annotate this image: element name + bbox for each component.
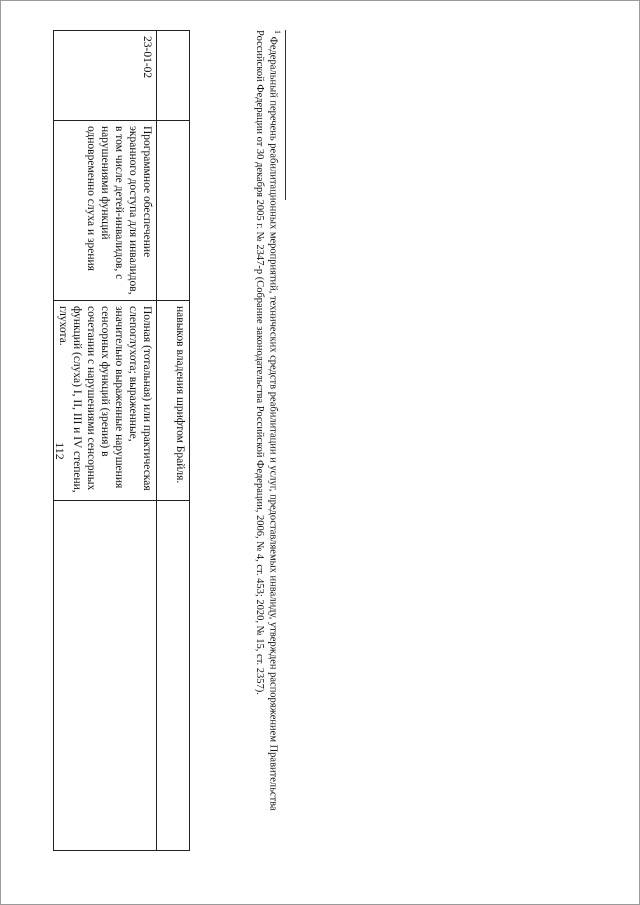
footnote-divider [285, 30, 286, 200]
cell-indications: Полная (тотальная) или практическая слепоглухота; выраженные, значительно выраженные нарушения сенсорных функций (зрения) в сочетании с нарушениями сенсорных функций (слуха) I, II, III и IV степени, глухота. [53, 301, 156, 501]
table-row [157, 31, 190, 851]
cell-extra [53, 501, 156, 851]
cell-empty-4 [157, 501, 190, 851]
page-number: 112 [53, 442, 67, 460]
table-row [53, 31, 156, 851]
footnote-marker: 1 [273, 30, 282, 34]
cell-empty-2 [157, 121, 190, 301]
footnote-text: Федеральный перечень реабилитационных мероприятий, технических средств реабилитации и услуг, предоставляемых инвалиду, утвержден распоряжением Правительства Российской Федерации от 30 декабря 2005 г. № 2347-р (Собрание законодательства Российской Федерации, 2006, № 4, ст. 453; 2020, № 15, ст. 2357). [254, 30, 279, 811]
footnote [253, 30, 282, 850]
cell-name: Программное обеспечение экранного доступа для инвалидов, в том числе детей-инвалидов, с нарушениями функций одновременно слуха и зрения [53, 121, 156, 301]
cell-code: 23-01-02 [53, 31, 156, 121]
rehab-table [53, 30, 190, 851]
footnote-region [236, 30, 286, 850]
cell-braille-continuation: навыков владения шрифтом Брайля. [157, 301, 190, 501]
cell-empty-1 [157, 31, 190, 121]
